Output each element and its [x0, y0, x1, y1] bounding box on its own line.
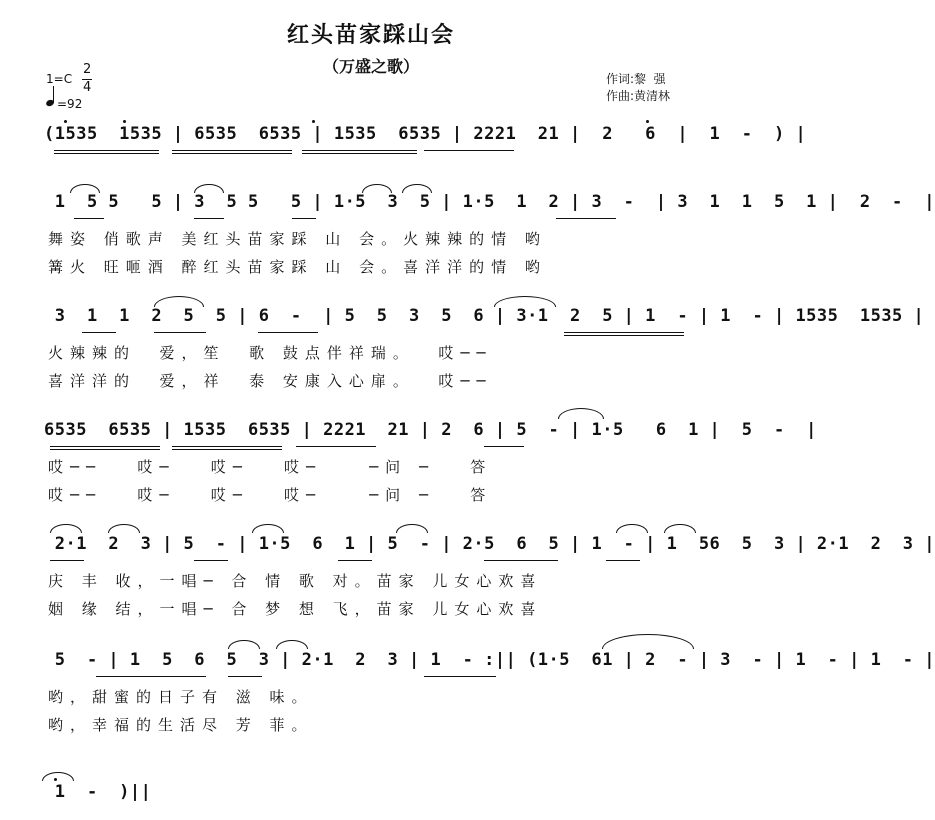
beam-underline [82, 332, 116, 333]
quarter-note-head-icon [45, 99, 55, 107]
slur-arc [228, 640, 260, 649]
beam-underline [258, 332, 318, 333]
lyric-verse-2: 哎── 哎─ 哎─ 哎─ ─问 ─ 答 [48, 486, 493, 504]
beam-underline [296, 446, 376, 447]
beam-underline [50, 446, 160, 447]
beam-underline [564, 335, 684, 336]
notation-line: 2·1 2 3 | 5 - | 1·5 6 1 | 5 - | 2·5 6 5 | 1 - | 1 56 5 3 | 2·1 2 3 | [44, 534, 935, 554]
page-title: 红头苗家踩山会 [286, 23, 455, 48]
composer-credit: 作曲:黄清林 [606, 89, 671, 103]
slur-arc [154, 296, 204, 307]
beam-underline [50, 560, 84, 561]
beam-underline [54, 150, 159, 151]
key-signature: 1=C [46, 72, 73, 86]
beam-underline [172, 153, 292, 154]
score-row [44, 776, 164, 820]
slur-arc [362, 184, 392, 193]
lyric-verse-2: 姻 缘 结，一唱─ 合 梦 想 飞，苗家 儿女心欢喜 [48, 600, 543, 618]
beam-underline [172, 446, 282, 447]
slur-arc [252, 524, 284, 533]
beam-underline [424, 676, 496, 677]
slur-arc [194, 184, 224, 193]
notation-line: 1 - )|| [44, 782, 152, 802]
slur-arc [494, 296, 556, 307]
beam-underline [54, 153, 159, 154]
beam-underline [606, 560, 640, 561]
beam-underline [172, 449, 282, 450]
lyric-verse-1: 哎── 哎─ 哎─ 哎─ ─问 ─ 答 [48, 458, 493, 476]
notation-line: 6535 6535 | 1535 6535 | 2221 21 | 2 6 | 5 - | 1·5 6 1 | 5 - | [44, 420, 817, 440]
lyricist-credit: 作词:黎 强 [606, 72, 666, 86]
beam-underline [50, 449, 160, 450]
slur-arc [50, 524, 82, 533]
lyric-verse-1: 火辣辣的 爱，笙 歌 鼓点伴祥瑞。 哎── [48, 344, 493, 362]
page-subtitle: （万盛之歌） [322, 57, 419, 76]
tempo-marking: =92 [57, 97, 83, 111]
beam-underline [484, 446, 524, 447]
slur-arc [602, 634, 694, 649]
beam-underline [556, 218, 616, 219]
beam-underline [424, 150, 514, 151]
score-row [44, 644, 935, 734]
lyric-verse-2: 哟，幸福的生活尽 芳 菲。 [48, 716, 314, 734]
notation-line: 3 1 1 2 5 5 | 6 - | 5 5 3 5 6 | 3·1 2 5 | 1 - | 1 - | 1535 1535 | [44, 306, 925, 326]
score-row [44, 528, 935, 618]
beam-underline [484, 560, 558, 561]
lyric-verse-2: 篝火 旺咂酒 醉红头苗家踩 山 会。喜洋洋的情 哟 [48, 258, 547, 276]
slur-arc [108, 524, 140, 533]
beam-underline [302, 150, 417, 151]
time-signature-bottom: 4 [83, 80, 92, 95]
beam-underline [194, 560, 228, 561]
beam-underline [564, 332, 684, 333]
beam-underline [154, 332, 206, 333]
beam-underline [74, 218, 104, 219]
lyric-verse-2: 喜洋洋的 爱，祥 泰 安康入心扉。 哎── [48, 372, 493, 390]
high-octave-dot [123, 120, 126, 123]
beam-underline [194, 218, 224, 219]
slur-arc [70, 184, 100, 193]
slur-arc [664, 524, 696, 533]
score-row [44, 300, 925, 390]
slur-arc [276, 640, 308, 649]
slur-arc [402, 184, 432, 193]
high-octave-dot [54, 778, 57, 781]
high-octave-dot [646, 120, 649, 123]
beam-underline [96, 676, 206, 677]
beam-underline [172, 150, 292, 151]
high-octave-dot [64, 120, 67, 123]
score-row [44, 118, 807, 162]
high-octave-dot [312, 120, 315, 123]
slur-arc [396, 524, 428, 533]
lyric-verse-1: 舞姿 俏歌声 美红头苗家踩 山 会。火辣辣的情 哟 [48, 230, 547, 248]
slur-arc [42, 772, 74, 781]
time-signature-top: 2 [83, 62, 92, 77]
score-row [44, 414, 817, 504]
lyric-verse-1: 哟，甜蜜的日子有 滋 味。 [48, 688, 314, 706]
notation-line: 1 5 5 5 | 3 5 5 5 | 1·5 3 5 | 1·5 1 2 | 3 - | 3 1 1 5 1 | 2 - | [44, 192, 935, 212]
beam-underline [338, 560, 372, 561]
slur-arc [616, 524, 648, 533]
notation-line: (1535 1535 | 6535 6535 | 1535 6535 | 2221 21 | 2 6 | 1 - ) | [44, 124, 807, 144]
score-row [44, 186, 935, 276]
slur-arc [558, 408, 604, 419]
notation-line: 5 - | 1 5 6 5 3 | 2·1 2 3 | 1 - :|| (1·5 61 | 2 - | 3 - | 1 - | 1 - | [44, 650, 935, 670]
lyric-verse-1: 庆 丰 收，一唱─ 合 情 歌 对。苗家 儿女心欢喜 [48, 572, 543, 590]
beam-underline [228, 676, 262, 677]
beam-underline [292, 218, 316, 219]
beam-underline [302, 153, 417, 154]
